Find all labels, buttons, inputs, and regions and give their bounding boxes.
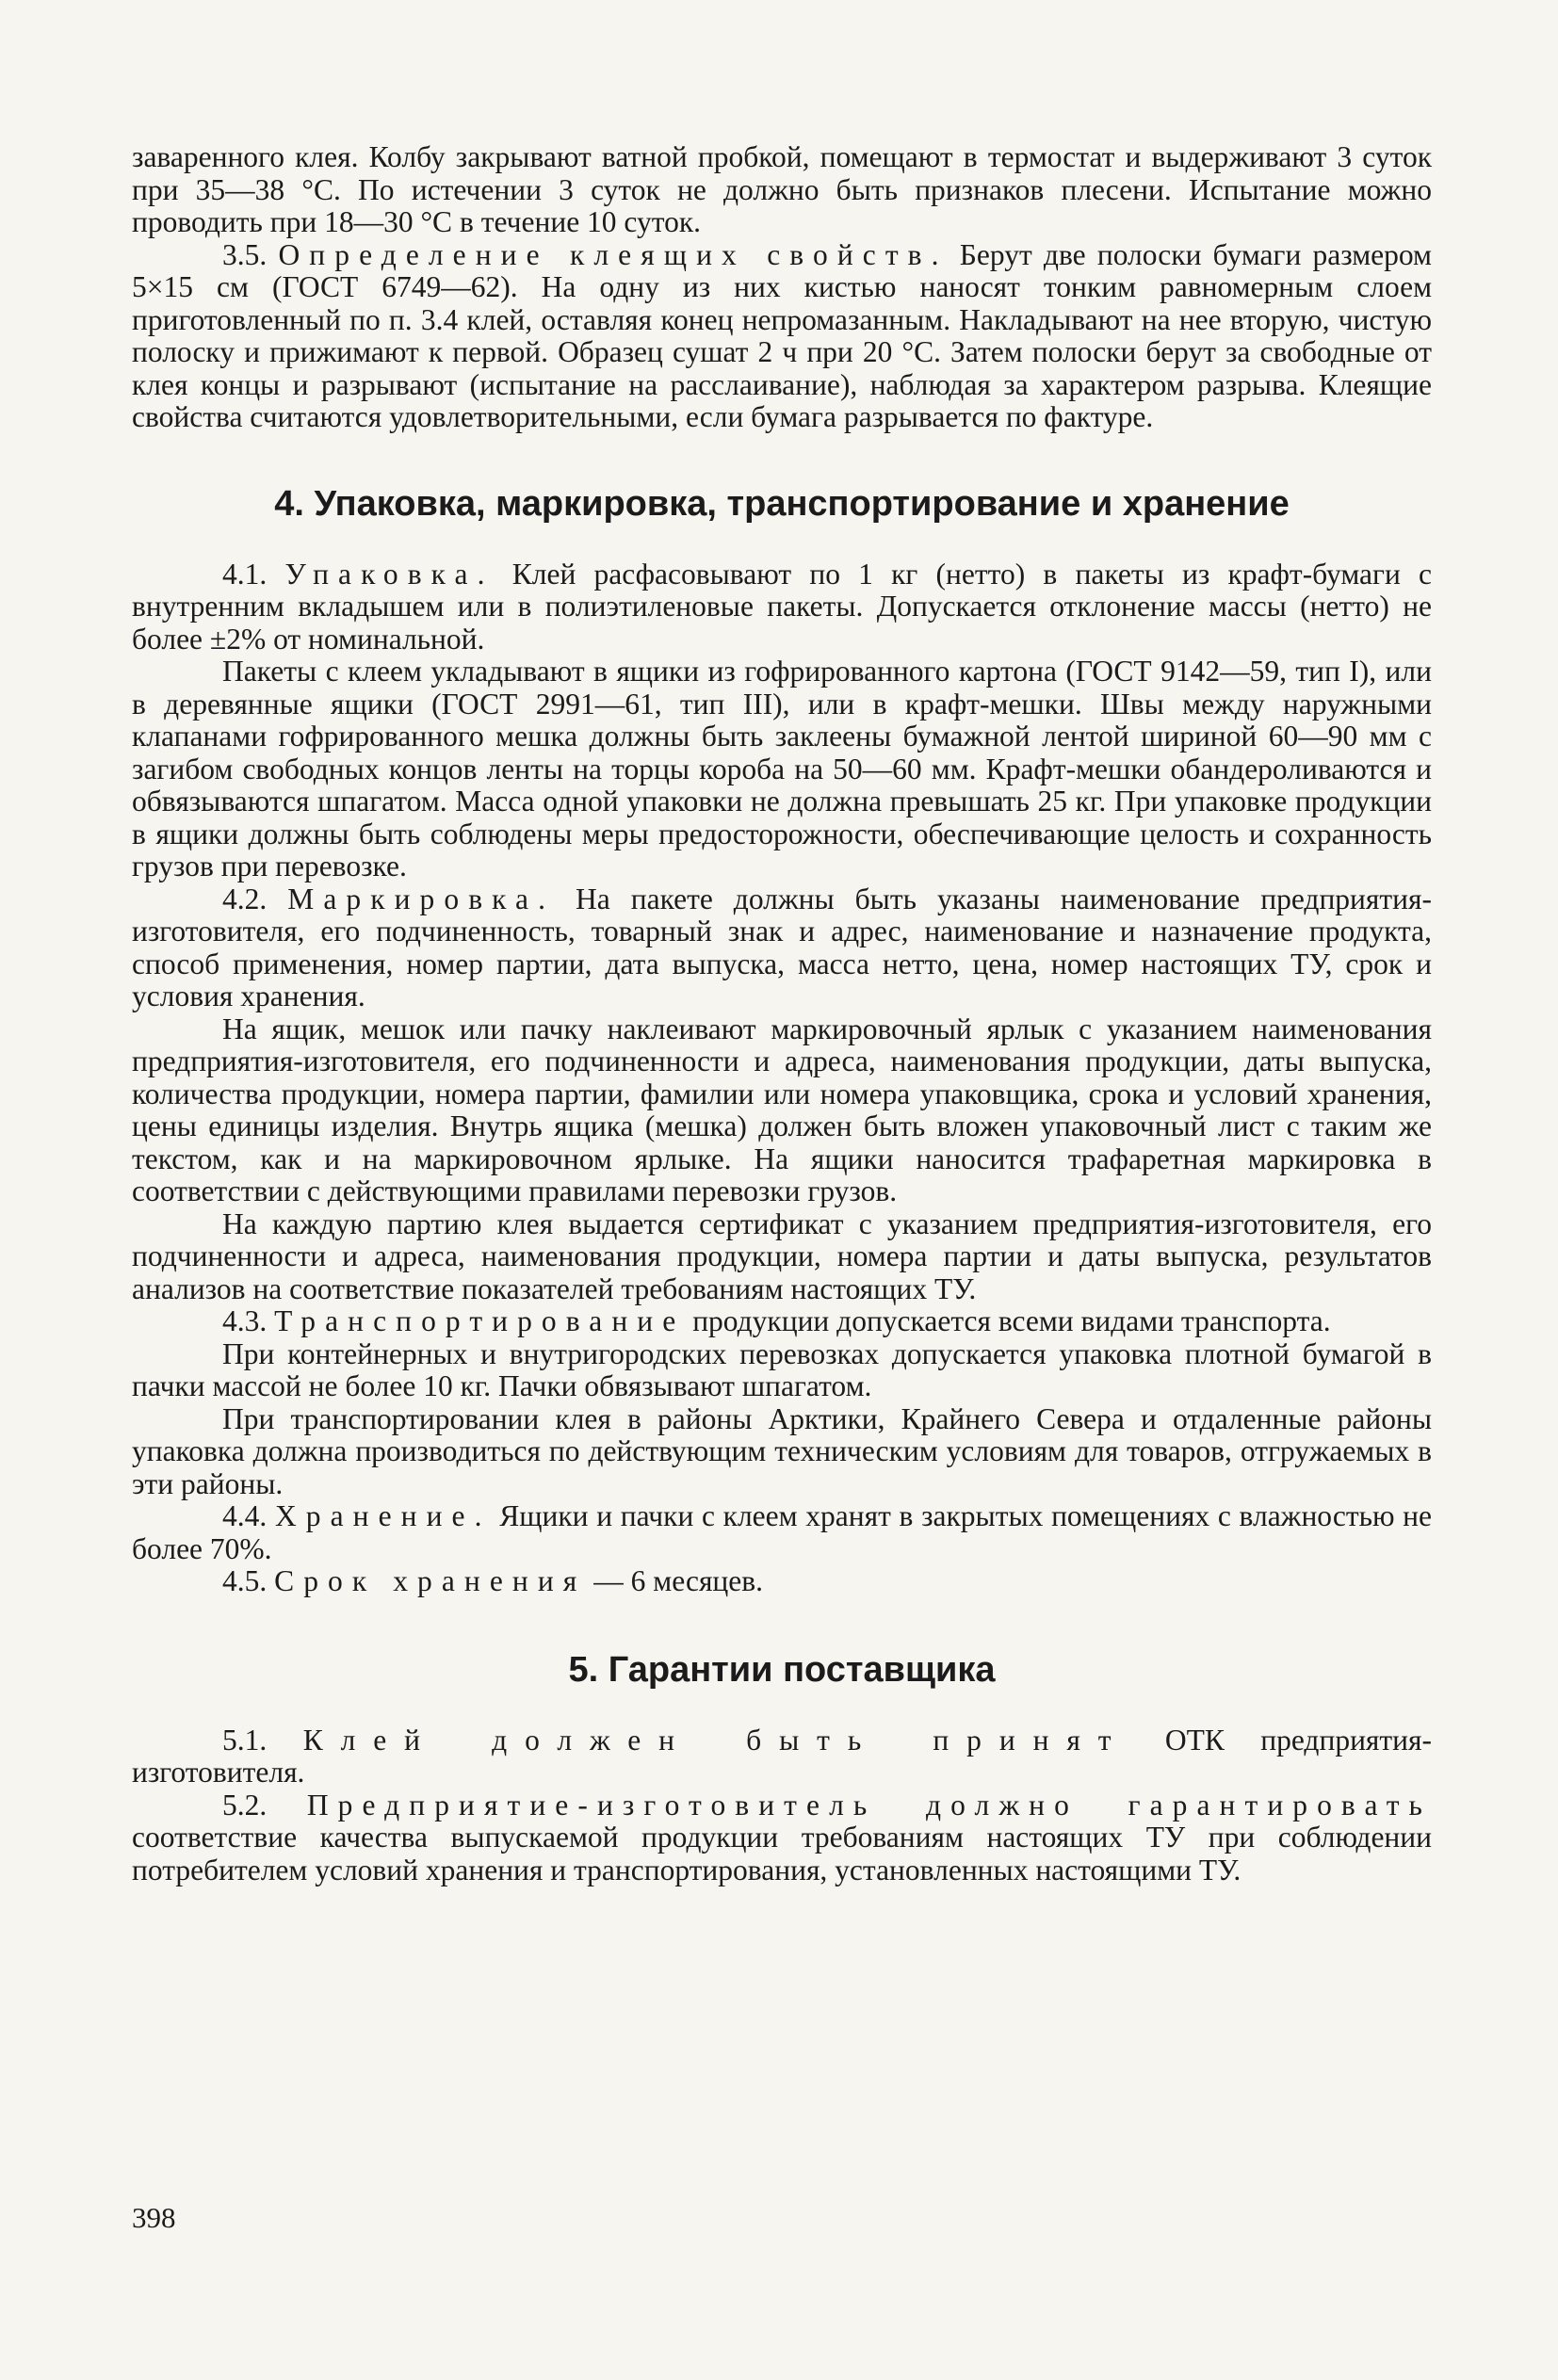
clause-number: 4.2.	[222, 882, 268, 915]
clause-term: Клей должен быть принят	[302, 1723, 1129, 1757]
clause-term: Определение клеящих свойств.	[278, 237, 949, 271]
clause-number: 5.1.	[222, 1723, 268, 1757]
clause-text: — 6 месяцев.	[586, 1564, 764, 1597]
paragraph-5-2	[132, 1789, 1432, 1887]
clause-text: На пакете должны быть указаны наименование предприятия-изготовителя, его подчиненность, товарный знак и адрес, наименование и назначение продукта, способ применения, номер партии, дата выпуска, масса нетто, цена, номер настоящих ТУ, срок и условия хранения.	[132, 882, 1433, 1012]
clause-term: Маркировка.	[287, 882, 556, 915]
clause-text: Ящики и пачки с клеем хранят в закрытых помещениях с влажностью не более 70%.	[132, 1499, 1433, 1565]
paragraph-4-2-label: На ящик, мешок или пачку наклеивают маркировочный ярлык с указанием наименования предприятия-изготовителя, его подчиненности и адреса, наименования продукции, даты выпуска, количества продукции, номера партии, фамилии или номера упаковщика, срока и условий хранения, цены единицы изделия. Внутрь ящика (мешка) должен быть вложен упаковочный лист с таким же текстом, как и на маркировочном ярлыке. На ящики наносится трафаретная маркировка в соответствии с действующими правилами перевозки грузов.	[132, 1012, 1432, 1207]
clause-term: Транспортирование	[274, 1304, 686, 1337]
page-number: 398	[132, 2201, 176, 2234]
body-text	[132, 141, 1432, 1886]
clause-number: 4.1.	[222, 557, 268, 591]
paragraph-4-1-packing: Пакеты с клеем укладывают в ящики из гофрированного картона (ГОСТ 9142—59, тип I), или в деревянные ящики (ГОСТ 2991—61, тип III), или в крафт-мешки. Швы между наружными клапанами гофрированного мешка должны быть заклеены бумажной лентой шириной 60—90 мм с загибом свободных концов ленты на торцы короба на 50—60 мм. Крафт-мешки обандероливаются и обвязываются шпагатом. Масса одной упаковки не должна превышать 25 кг. При упаковке продукции в ящики должны быть соблюдены меры предосторожности, обеспечивающие целость и сохранность грузов при перевозке.	[132, 655, 1432, 882]
clause-text: ОТК предприятия-изготовителя.	[132, 1723, 1433, 1789]
paragraph-3-5	[132, 239, 1432, 434]
paragraph-4-3-containers: При контейнерных и внутригородских перевозках допускается упаковка плотной бумагой в пачки массой не более 10 кг. Пачки обвязывают шпагатом.	[132, 1336, 1432, 1402]
paragraph-4-3	[132, 1305, 1432, 1338]
section-5-heading: 5. Гарантии поставщика	[568, 1649, 996, 1690]
clause-text: продукции допускается всеми видами транспорта.	[685, 1304, 1331, 1337]
clause-number: 4.5.	[222, 1564, 268, 1597]
clause-term: Хранение.	[274, 1499, 492, 1532]
paragraph-4-2	[132, 883, 1432, 1013]
paragraph-5-1	[132, 1724, 1432, 1789]
clause-text: соответствие качества выпускаемой продукции требованиям настоящих ТУ при соблюдении потребителем условий хранения и транспортирования, установленных настоящими ТУ.	[132, 1821, 1432, 1886]
paragraph-continuation: заваренного клея. Колбу закрывают ватной пробкой, помещают в термостат и выдерживают 3 суток при 35—38 °C. По истечении 3 суток не должно быть признаков плесени. Испытание можно проводить при 18—30 °C в течение 10 суток.	[132, 140, 1432, 238]
paragraph-4-1	[132, 559, 1432, 656]
paragraph-4-4	[132, 1500, 1432, 1565]
clause-text: Берут две полоски бумаги размером 5×15 см (ГОСТ 6749—62). На одну из них кистью наносят тонким равномерным слоем приготовленный по п. 3.4 клей, оставляя конец непромазанным. Накладывают на нее вторую, чистую полоску и прижимают к первой. Образец сушат 2 ч при 20 °C. Затем полоски берут за свободные от клея концы и разрывают (испытание на расслаивание), наблюдая за характером разрыва. Клеящие свойства считаются удовлетворительными, если бумага разрывается по фактуре.	[132, 237, 1432, 433]
clause-number: 5.2.	[222, 1788, 268, 1821]
clause-text: Клей расфасовывают по 1 кг (нетто) в пакеты из крафт-бумаги с внутренним вкладышем или в полиэтиленовые пакеты. Допускается отклонение массы (нетто) не более ±2% от номинальной.	[132, 557, 1433, 656]
clause-number: 4.3.	[222, 1304, 268, 1337]
clause-term: Срок хранения	[274, 1564, 587, 1597]
paragraph-4-3-arctic: При транспортировании клея в районы Арктики, Крайнего Севера и отдаленные районы упаковка должна производиться по действующим техническим условиям для товаров, отгружаемых в эти районы.	[132, 1401, 1432, 1500]
clause-term: Предприятие-изготовитель должно гарантировать	[306, 1788, 1433, 1821]
clause-number: 3.5.	[222, 237, 268, 271]
section-4-heading: 4. Упаковка, маркировка, транспортирование и хранение	[274, 483, 1290, 524]
clause-term: Упаковка.	[284, 557, 495, 591]
paragraph-4-2-certificate: На каждую партию клея выдается сертификат с указанием предприятия-изготовителя, его подчиненности и адреса, наименования продукции, номера партии и даты выпуска, результатов анализов на соответствие показателей требованиям настоящих ТУ.	[132, 1206, 1432, 1305]
paragraph-4-5	[132, 1565, 1432, 1598]
clause-number: 4.4.	[222, 1499, 268, 1532]
